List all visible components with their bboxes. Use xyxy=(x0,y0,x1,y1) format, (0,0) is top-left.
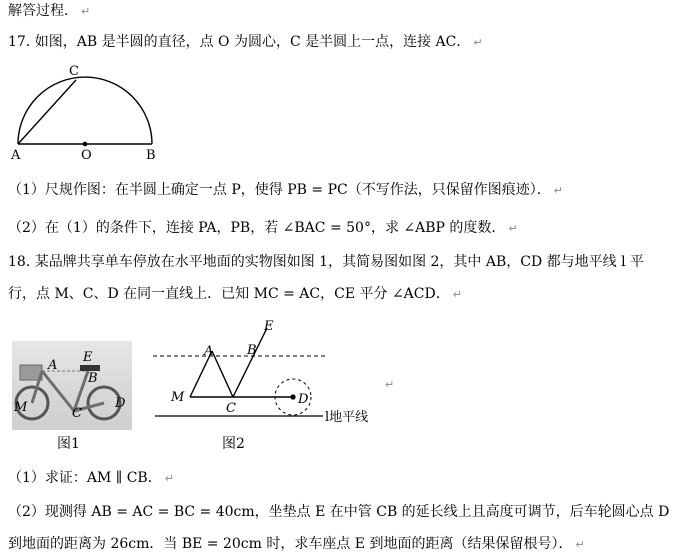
schematic-label-B: B xyxy=(247,343,257,358)
problem-17-part-1 xyxy=(8,181,563,200)
line-text: 行，点 M、C、D 在同一直线上．已知 MC = AC，CE 平分 ∠ACD． xyxy=(8,286,450,302)
photo-label-B: B xyxy=(88,371,98,386)
problem-18-part-2-line-2 xyxy=(8,535,585,554)
semicircle-arc xyxy=(18,77,152,144)
photo-label-M: M xyxy=(14,400,28,415)
photo-label-E: E xyxy=(83,350,93,365)
segment-CE xyxy=(233,328,267,397)
label-O: O xyxy=(81,148,92,163)
problem-18-part-1 xyxy=(8,469,174,488)
line-text: （1）求证：AM ∥ CB． xyxy=(8,470,162,486)
line-text: 17. 如图，AB 是半圆的直径，点 O 为圆心，C 是半圆上一点，连接 AC． xyxy=(8,34,471,50)
label-A: A xyxy=(11,148,21,163)
bike-sketch xyxy=(12,341,132,430)
center-point-O xyxy=(83,142,88,147)
center-point-D xyxy=(290,394,295,399)
line-text: 解答过程． xyxy=(8,3,78,19)
segment-AC xyxy=(212,351,233,397)
line-text: （2）现测得 AB = AC = BC = 40cm，坐垫点 E 在中管 CB 的延长线上且高度可调节，后车轮圆心点 D xyxy=(8,504,670,520)
label-C: C xyxy=(69,64,79,79)
ground-label-l: l地平线 xyxy=(325,410,369,425)
problem-17-statement xyxy=(8,33,483,52)
text-line-0 xyxy=(8,2,90,21)
return-mark-icon: ↵ xyxy=(553,184,563,197)
return-mark-icon: ↵ xyxy=(452,288,462,301)
bike-photo xyxy=(12,341,132,430)
semicircle-figure xyxy=(6,60,166,168)
line-text: 18. 某品牌共享单车停放在水平地面的实物图如图 1，其简易图如图 2，其中 AB，CD 都与地平线 l 平 xyxy=(8,254,645,270)
line-text: （2）在（1）的条件下，连接 PA，PB，若 ∠BAC = 50°，求 ∠ABP 的度数． xyxy=(8,220,506,236)
return-mark-icon: ↵ xyxy=(164,472,174,485)
return-mark-icon: ↵ xyxy=(81,5,91,18)
photo-label-A: A xyxy=(48,358,58,373)
schematic-label-C: C xyxy=(226,401,236,416)
schematic-label-D: D xyxy=(298,392,309,407)
line-text: （1）尺规作图：在半圆上确定一点 P，使得 PB = PC（不写作法，只保留作图痕迹）． xyxy=(8,182,551,198)
line-text: 到地面的距离为 26cm．当 BE = 20cm 时，求车座点 E 到地面的距离（结果保留根号）． xyxy=(8,536,573,552)
label-B: B xyxy=(146,148,156,163)
return-mark-icon: ↵ xyxy=(385,378,395,391)
return-mark-icon: ↵ xyxy=(473,36,483,49)
figure-1-caption: 图1 xyxy=(57,436,80,452)
photo-label-D: D xyxy=(115,396,126,411)
schematic-label-M: M xyxy=(171,390,185,405)
figure-2-caption: 图2 xyxy=(222,436,245,452)
problem-18-statement-2 xyxy=(8,285,462,304)
return-mark-icon: ↵ xyxy=(508,222,518,235)
schematic-label-A: A xyxy=(204,344,214,359)
problem-18-part-2-line-1 xyxy=(8,503,669,521)
problem-17-part-2 xyxy=(8,219,518,238)
bike-schematic-figure xyxy=(145,318,390,430)
problem-18-statement-1 xyxy=(8,253,644,271)
schematic-label-E: E xyxy=(264,319,274,334)
return-mark-icon: ↵ xyxy=(575,538,585,551)
photo-label-C: C xyxy=(72,406,82,421)
